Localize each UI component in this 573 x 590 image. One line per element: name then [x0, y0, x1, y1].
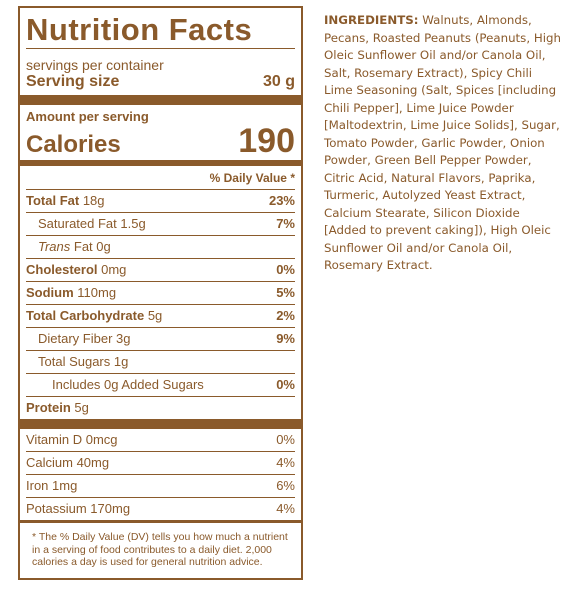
mineral-name: Potassium 170mg: [26, 501, 131, 516]
nutrient-name: Includes 0g Added Sugars: [52, 377, 204, 392]
nutrient-row-added-sugars: [26, 373, 295, 396]
serving-size-label: Serving size: [26, 73, 120, 90]
calories-label: Calories: [26, 131, 121, 158]
thick-divider: [20, 419, 301, 429]
mineral-dv: 6%: [276, 478, 295, 493]
servings-per-container: servings per container: [26, 57, 164, 73]
nutrient-name: Dietary Fiber 3g: [38, 331, 131, 346]
nutrient-name: Total Carbohydrate: [26, 308, 145, 323]
nutrient-dv: 0%: [276, 377, 295, 392]
nutrient-name: Protein: [26, 400, 71, 415]
mineral-name: Calcium 40mg: [26, 455, 110, 470]
mineral-row-vitamin-d: [26, 429, 295, 451]
nutrient-row-cholesterol: [26, 258, 295, 281]
serving-size-value: 30 g: [262, 73, 295, 90]
mineral-row-potassium: [26, 497, 295, 520]
footnote: * The % Daily Value (DV) tells you how much a nutrient in a serving of food contributes to a daily diet. 2,000 calories a day is used for general nutrition advice.: [32, 531, 288, 568]
serving-size-row: [26, 73, 295, 95]
nutrient-row-dietary-fiber: [26, 327, 295, 350]
nutrient-row-trans-fat: [26, 235, 295, 258]
mineral-dv: 0%: [276, 432, 295, 447]
amount-per-serving: Amount per serving: [26, 109, 149, 124]
divider: [26, 48, 295, 49]
daily-value-header: % Daily Value *: [209, 171, 295, 185]
nutrient-amount: Fat 0g: [70, 239, 111, 254]
nutrient-name: Total Sugars 1g: [38, 354, 129, 369]
nutrient-dv: 9%: [276, 331, 295, 346]
nutrient-row-total-sugars: [26, 350, 295, 373]
mineral-row-calcium: [26, 451, 295, 474]
mineral-dv: 4%: [276, 501, 295, 516]
nutrient-name: Total Fat: [26, 193, 80, 208]
mineral-name: Vitamin D 0mcg: [26, 432, 118, 447]
calories-value: 190: [238, 122, 295, 160]
nutrient-dv: 2%: [276, 308, 295, 323]
nutrient-row-protein: [26, 396, 295, 419]
nutrient-dv: 0%: [276, 262, 295, 277]
nutrient-amount: 18g: [79, 193, 105, 208]
nutrient-name: Trans: [38, 239, 71, 254]
nutrient-row-saturated-fat: [26, 212, 295, 235]
thick-divider: [20, 95, 301, 105]
nutrition-facts-label: [18, 6, 303, 580]
label-title: Nutrition Facts: [26, 12, 253, 47]
nutrient-name: Saturated Fat 1.5g: [38, 216, 146, 231]
nutrient-amount: 5g: [70, 400, 89, 415]
mineral-dv: 4%: [276, 455, 295, 470]
nutrient-row-sodium: [26, 281, 295, 304]
nutrient-amount: 110mg: [73, 285, 117, 300]
nutrient-amount: 0mg: [97, 262, 127, 277]
nutrient-row-total-carbohydrate: [26, 304, 295, 327]
ingredients-heading: INGREDIENTS:: [324, 13, 419, 27]
nutrient-dv: 23%: [268, 193, 295, 208]
ingredients-text: Walnuts, Almonds, Pecans, Roasted Peanuts (Peanuts, High Oleic Sunflower Oil and/or Canola Oil, Salt, Rosemary Extract), Spicy Chili Lime Seasoning (Salt, Spices [including Chili Pepper], Lime Juice Powder [Maltodextrin, Lime Juice Solids], Sugar, Tomato Powder, Garlic Powder, Onion Powder, Green Bell Pepper Powder, Citric Acid, Natural Flavors, Paprika, Turmeric, Autolyzed Yeast Extract, Calcium Stearate, Silicon Dioxide [Added to prevent caking]), High Oleic Sunflower Oil and/or Canola Oil, Rosemary Extract.: [324, 13, 561, 272]
mineral-name: Iron 1mg: [26, 478, 78, 493]
nutrient-dv: 7%: [276, 216, 295, 231]
mineral-row-iron: [26, 474, 295, 497]
ingredients-block: [324, 12, 562, 275]
nutrient-amount: 5g: [144, 308, 163, 323]
nutrient-name: Sodium: [26, 285, 74, 300]
nutrient-row-total-fat: [26, 189, 295, 212]
nutrient-dv: 5%: [276, 285, 295, 300]
nutrient-name: Cholesterol: [26, 262, 98, 277]
calories-row: [26, 124, 295, 160]
